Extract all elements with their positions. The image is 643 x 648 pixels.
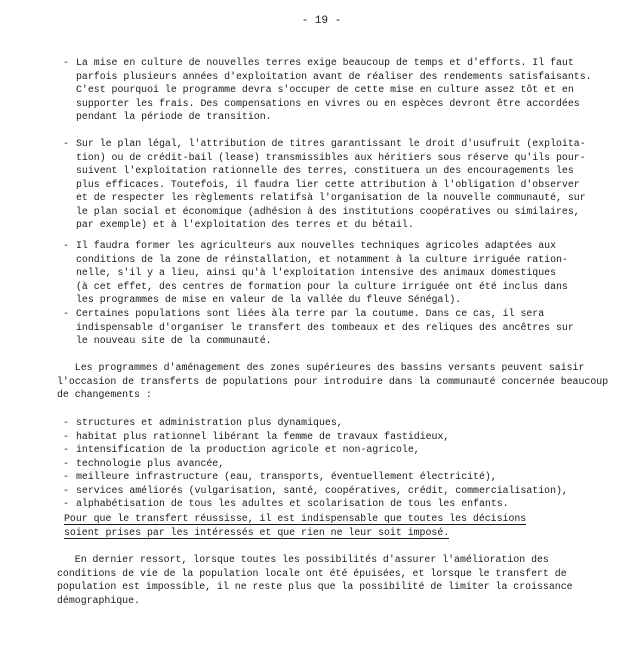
bullet-dash: - — [63, 430, 69, 442]
bullet-dash: - — [63, 308, 69, 319]
text-line — [57, 553, 573, 567]
bullet-dash: - — [63, 484, 69, 496]
line-text: Les programmes d'aménagement des zones supérieures des bassins versants peuvent saisir — [57, 362, 585, 373]
text-line — [63, 497, 568, 511]
line-text: suivent l'exploitation rationnelle des terres, constituera un des encouragements les — [76, 165, 574, 176]
text-line — [76, 178, 586, 192]
text-line — [76, 97, 592, 111]
line-text: technologie plus avancée, — [76, 457, 225, 469]
line-text: par exemple) et à l'exploitation des terres et du bétail. — [76, 219, 414, 230]
bullet-dash: - — [63, 240, 69, 251]
bullet-dash: - — [63, 498, 69, 509]
paragraph-last-resort — [57, 553, 573, 607]
line-text: C'est pourquoi le programme devra s'occuper de cette mise en culture assez tôt et en — [76, 84, 574, 95]
text-line — [76, 253, 568, 267]
text-line — [63, 470, 568, 484]
line-text: conditions de la zone de réinstallation, et notamment à la culture irriguée ration- — [76, 253, 568, 265]
text-line — [76, 334, 574, 348]
text-line — [57, 388, 608, 402]
line-text: services améliorés (vulgarisation, santé, coopératives, crédit, commercialisation), — [76, 484, 568, 496]
text-line — [76, 266, 568, 280]
line-text: l'occasion de transferts de populations pour introduire dans la communauté concernée beaucoup — [57, 375, 609, 387]
line-text: alphabétisation de tous les adultes et scolarisation de tous les enfants. — [76, 498, 509, 509]
line-text: le nouveau site de la communauté. — [76, 335, 272, 346]
text-line — [57, 580, 573, 594]
line-text: indispensable d'organiser le transfert des tombeaux et des reliques des ancêtres sur — [76, 321, 574, 333]
text-line — [57, 375, 608, 389]
line-text: plus efficaces. Toutefois, il faudra lier cette attribution à l'obligation d'observer — [76, 178, 580, 190]
text-line — [76, 151, 586, 165]
text-line — [63, 457, 568, 471]
line-text: nelle, s'il y a lieu, ainsi qu'à l'exploitation intensive des animaux domestiques — [76, 267, 557, 278]
text-line — [63, 443, 568, 457]
line-text: supporter les frais. Des compensations en vivres ou en espèces devront être accordées — [76, 97, 580, 109]
line-text: conditions de vie de la population locale ont été épuisées, et lorsque le transfert de — [57, 567, 567, 579]
text-line — [57, 594, 573, 608]
text-line — [57, 361, 608, 375]
text-line — [76, 110, 592, 124]
line-text: structures et administration plus dynamiques, — [76, 417, 343, 428]
text-line — [64, 526, 526, 540]
text-line — [64, 512, 526, 526]
changes-list — [63, 416, 568, 511]
text-line — [76, 164, 586, 178]
line-text: tion) ou de crédit-bail (lease) transmissibles aux héritiers sous réserve qu'ils pour- — [76, 151, 586, 163]
text-line — [63, 239, 568, 253]
line-text: En dernier ressort, lorsque toutes les possibilités d'assurer l'amélioration des — [57, 554, 549, 565]
line-text: habitat plus rationnel libérant la femme de travaux fastidieux, — [76, 430, 450, 442]
line-text: et de respecter les règlements relatifsà l'organisation de la nouvelle communauté, sur — [76, 192, 586, 203]
bullet-dash: - — [63, 471, 69, 482]
line-text: meilleure infrastructure (eau, transports, éventuellement électricité), — [76, 471, 497, 482]
paragraph-programmes — [57, 361, 608, 402]
text-line — [76, 70, 592, 84]
text-line — [76, 321, 574, 335]
underlined-statement — [64, 512, 526, 539]
line-text: soient prises par les intéressés et que rien ne leur soit imposé. — [64, 526, 450, 538]
bullet-dash: - — [63, 417, 69, 428]
line-text: intensification de la production agricole et non-agricole, — [76, 444, 420, 455]
line-text: Sur le plan légal, l'attribution de titres garantissant le droit d'usufruit (exploita- — [76, 138, 586, 149]
line-text: pendant la période de transition. — [76, 111, 272, 122]
text-line — [57, 567, 573, 581]
line-text: population est impossible, il ne reste plus que la possibilité de limiter la croissance — [57, 581, 573, 592]
bullet-item-1 — [63, 56, 592, 124]
bullet-item-2 — [63, 137, 586, 232]
line-text: les programmes de mise en valeur de la vallée du fleuve Sénégal). — [76, 294, 462, 305]
text-line — [63, 307, 574, 321]
bullet-dash: - — [63, 57, 69, 68]
bullet-item-4 — [63, 307, 574, 348]
text-line — [63, 484, 568, 498]
line-text: (à cet effet, des centres de formation pour la culture irriguée ont été inclus dans — [76, 280, 568, 292]
text-line — [63, 416, 568, 430]
text-line — [63, 56, 592, 70]
page-number: - 19 - — [301, 15, 342, 27]
line-text: le plan social et économique (adhésion à des institutions coopératives ou similaires, — [76, 205, 580, 217]
bullet-dash: - — [63, 457, 69, 469]
line-text: de changements : — [57, 389, 152, 400]
text-line — [76, 218, 586, 232]
bullet-dash: - — [63, 138, 69, 149]
text-line — [63, 137, 586, 151]
text-line — [76, 293, 568, 307]
text-line — [63, 430, 568, 444]
line-text: La mise en culture de nouvelles terres exige beaucoup de temps et d'efforts. Il faut — [76, 57, 574, 68]
line-text: démographique. — [57, 594, 140, 606]
text-line — [76, 205, 586, 219]
bullet-item-3 — [63, 239, 568, 307]
line-text: parfois plusieurs années d'exploitation avant de réaliser des rendements satisfaisants. — [76, 70, 592, 82]
text-line — [76, 191, 586, 205]
text-line — [76, 280, 568, 294]
bullet-dash: - — [63, 444, 69, 455]
line-text: Certaines populations sont liées àla terre par la coutume. Dans ce cas, il sera — [76, 308, 545, 319]
line-text: Il faudra former les agriculteurs aux nouvelles techniques agricoles adaptées aux — [76, 240, 557, 251]
line-text: Pour que le transfert réussisse, il est indispensable que toutes les décisions — [64, 513, 527, 524]
text-line — [76, 83, 592, 97]
